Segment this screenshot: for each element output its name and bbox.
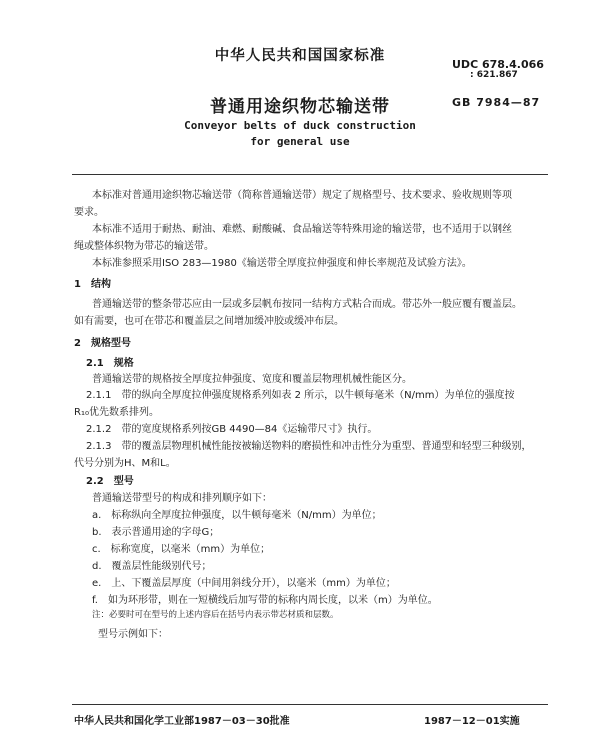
gb-code: GB 7984—87: [452, 96, 541, 109]
section-2-2-text: 普通输送带型号的构成和排列顺序如下：: [92, 493, 272, 504]
section-2-1-1: 2.1.1 带的纵向全厚度拉伸强度规格系列如表 2 所示，以牛顿每毫米（N/mm）为单位的强度按: [86, 390, 515, 401]
list-item: c. 标称宽度，以毫米（mm）为单位；: [92, 544, 271, 555]
section-2-1-text: 普通输送带的规格按全厚度拉伸强度、宽度和覆盖层物理机械性能区分。: [92, 374, 412, 385]
section-2-heading: 2 规格型号: [74, 338, 131, 349]
document-title-cn: 普通用途织物芯输送带: [210, 97, 390, 117]
document-title-en-line2: for general use: [250, 135, 350, 148]
list-item: e. 上、下覆盖层厚度（中间用斜线分开），以毫米（mm）为单位；: [92, 578, 396, 589]
section-1-heading: 1 结构: [74, 279, 111, 290]
intro-paragraph-3: 本标准参照采用ISO 283—1980《输送带全厚度拉伸强度和伸长率规范及试验方法》。: [92, 258, 472, 269]
note-text: 注：必要时可在型号的上述内容后在括号内表示带芯材质和层数。: [92, 610, 339, 620]
list-item: a. 标称纵向全厚度拉伸强度，以牛顿每毫米（N/mm）为单位；: [92, 510, 382, 521]
section-2-1-2: 2.1.2 带的宽度规格系列按GB 4490—84《运输带尺寸》执行。: [86, 424, 378, 435]
list-item: f. 如为环形带，则在一短横线后加写带的标称内周长度，以米（m）为单位。: [92, 595, 438, 606]
standard-name: 中华人民共和国国家标准: [214, 48, 386, 64]
section-1-text-cont: 如有需要，也可在带芯和覆盖层之间增加缓冲胶或缓冲布层。: [74, 316, 344, 327]
example-caption: 型号示例如下：: [98, 629, 168, 640]
section-2-2-heading: 2.2 型号: [86, 476, 134, 487]
intro-paragraph-2: 本标准不适用于耐热、耐油、难燃、耐酸碱、食品输送等特殊用途的输送带，也不适用于以钢丝: [92, 224, 512, 235]
list-item: d. 覆盖层性能级别代号；: [92, 561, 212, 572]
intro-paragraph-2-cont: 绳或整体织物为带芯的输送带。: [74, 241, 214, 252]
intro-paragraph-1: 本标准对普通用途织物芯输送带（简称普通输送带）规定了规格型号、技术要求、验收规则等项: [92, 190, 512, 201]
bottom-divider: [72, 704, 548, 705]
section-2-1-1-cont: R₁₀优先数系排列。: [74, 407, 159, 418]
udc-code-line2: : 621.867: [470, 70, 518, 80]
udc-code-line1: UDC 678.4.066: [452, 58, 544, 71]
section-2-1-heading: 2.1 规格: [86, 358, 134, 369]
approval-line: 中华人民共和国化学工业部1987－03－30批准: [74, 716, 290, 727]
section-2-1-3: 2.1.3 带的覆盖层物理机械性能按被输送物料的磨损性和冲击性分为重型、普通型和轻型三种级别，: [86, 441, 532, 452]
section-1-text: 普通输送带的整条带芯应由一层或多层帆布按同一结构方式粘合而成。带芯外一般应覆有覆盖层。: [92, 299, 522, 310]
section-2-1-3-cont: 代号分别为H、M和L。: [74, 458, 176, 469]
implementation-date: 1987－12－01实施: [424, 716, 520, 727]
document-title-en-line1: Conveyor belts of duck construction: [184, 119, 416, 132]
top-divider: [72, 174, 548, 175]
list-item: b. 表示普通用途的字母G；: [92, 527, 220, 538]
intro-paragraph-1-cont: 要求。: [74, 207, 104, 218]
